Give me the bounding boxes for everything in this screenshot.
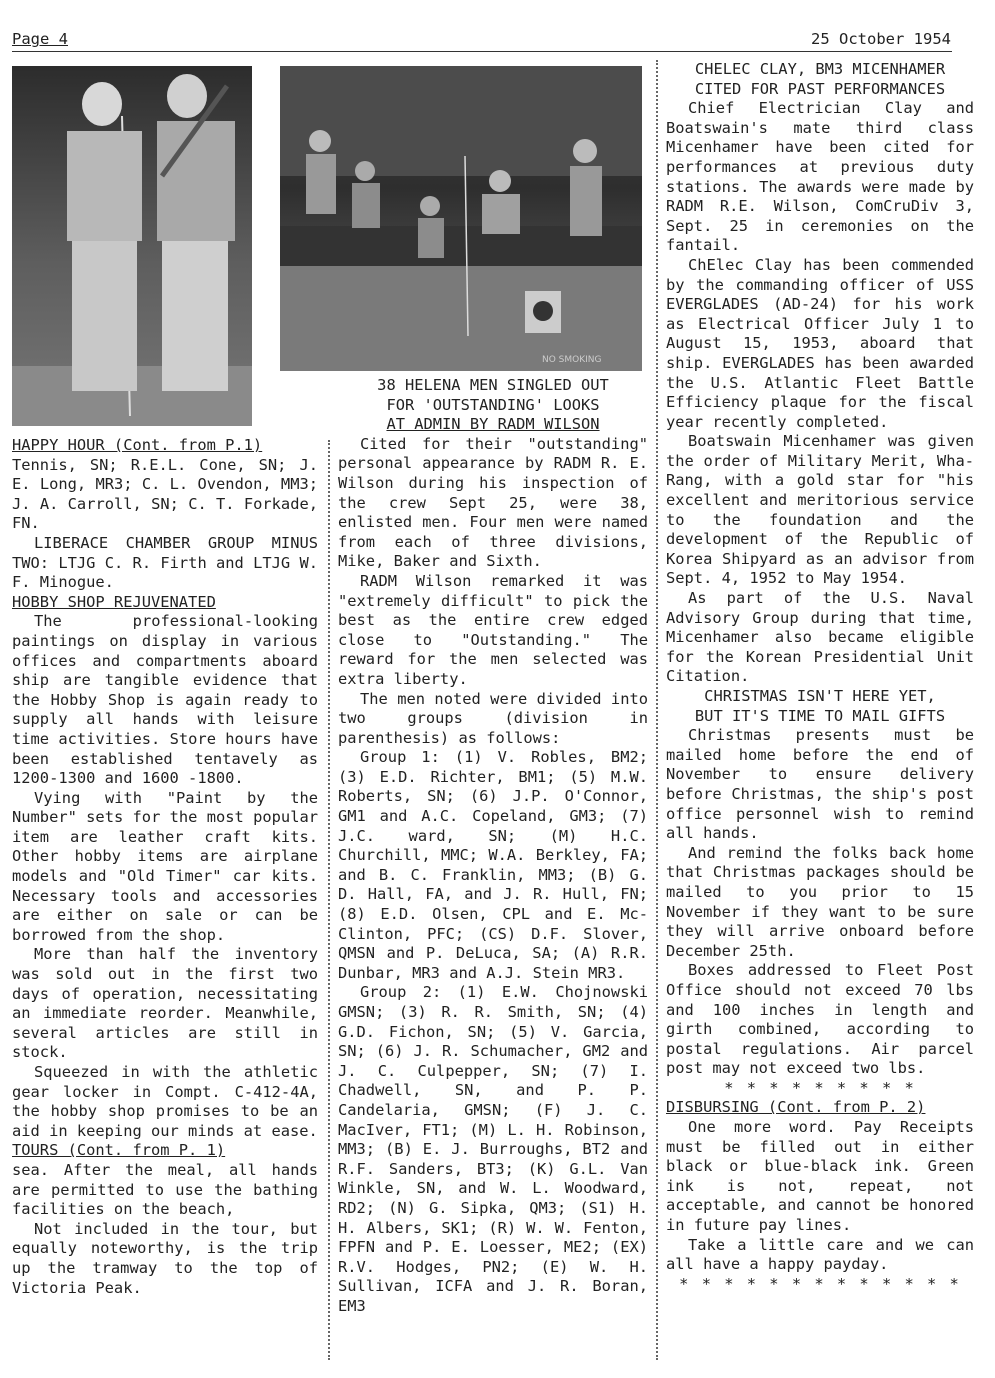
disbursing-headline: DISBURSING (Cont. from P. 2): [666, 1098, 926, 1117]
page-label: Page 4: [12, 30, 68, 48]
hobby-shop-headline: HOBBY SHOP REJUVENATED: [12, 592, 216, 611]
star-divider: * * * * * * * * *: [724, 1078, 916, 1097]
helena-paragraph: The men noted were divided into two groups (division in parenthesis) as follows:: [338, 689, 648, 747]
chelec-paragraph: Chief Electrician Clay and Boatswain's mate third class Micenhamer have been cited for performances at previous duty stations. The awards were made by RADM R.E. Wilson, ComCruDiv 3, Sept. 25 in ceremonies on the fantail.: [666, 99, 974, 255]
tours-paragraph: sea. After the meal, all hands are permitted to use the bathing facilities on the beach,: [12, 1160, 318, 1219]
hobby-shop-paragraph: More than half the inventory was sold out in the first two days of operation, necessitating an immediate reorder. Meanwhile, several articles are still in stock.: [12, 945, 318, 1062]
happy-hour-headline: HAPPY HOUR (Cont. from P.1): [12, 436, 263, 454]
chelec-headline-line1: CHELEC CLAY, BM3 MICENHAMER: [694, 60, 946, 78]
christmas-paragraph: And remind the folks back home that Christmas packages should be mailed to you prior to 15 November if they want to be sure they will arrive onboard before December 25th.: [666, 843, 974, 960]
column-divider-1: [328, 440, 330, 1360]
column-middle: [338, 376, 648, 1317]
helena-group1-list: Group 1: (1) V. Robles, BM2; (3) E.D. Richter, BM1; (5) M.W. Roberts, SN; (6) J.P. O'Connor, GM1 and A.C. Copeland, GM3; (7) J.C. ward, SN; (M) H.C. Churchill, MMC; W.A. Berkley, FA; and B. C. Franklin, MM3; (B) G. D. Hall, FA, and J. R. Hull, FN; (8) E.D. Olsen, CPL and E. Mc-Clinton, PFC; (CS) D.F. Slover, QMSN and P. DeLuca, SA; (A) R.R. Dunbar, MR3 and A.J. Stein MR3.: [338, 748, 648, 982]
hobby-shop-paragraph: The professional-looking paintings on display in various offices and compartments aboard ship are tangible evidence that the Hobby Shop is again ready to supply all hands with leisure time activities. Store hours have been established tentavely as 1200-1300 and 1600 -1800.: [12, 612, 318, 788]
photo-band-on-stage: [280, 66, 642, 371]
tours-paragraph: Not included in the tour, but equally noteworthy, is the trip up the tramway to the top of Victoria Peak.: [12, 1219, 318, 1297]
christmas-headline-line2: BUT IT'S TIME TO MAIL GIFTS: [694, 706, 946, 725]
christmas-paragraph: Boxes addressed to Fleet Post Office should not exceed 70 lbs and 100 inches in length and girth combined, according to postal regulations. Air parcel post may not exceed two lbs.: [666, 961, 974, 1078]
disbursing-paragraph: Take a little care and we can all have a happy payday.: [666, 1235, 974, 1274]
chelec-headline-line2: CITED FOR PAST PERFORMANCES: [694, 79, 946, 98]
chelec-paragraph: Boatswain Micenhamer was given the order of Military Merit, Wha-Rang, with a gold star for "his excellent and meritorious service to the foundation and the development of the Republic of Korea Shipyard as an advisor from Sept. 4, 1952 to May 1954.: [666, 432, 974, 588]
header-rule: [12, 51, 952, 52]
column-left: [12, 436, 318, 1298]
hobby-shop-paragraph: Squeezed in with the athletic gear locker in Compt. C-412-4A, the hobby shop promises to be an aid in keeping our minds at ease.: [12, 1063, 318, 1140]
tours-headline: TOURS (Cont. from P. 1): [12, 1141, 226, 1160]
disbursing-paragraph: One more word. Pay Receipts must be filled out in either black or blue-black ink. Green ink is not, repeat, not acceptable, and cannot be honored in future pay lines.: [666, 1118, 974, 1235]
hobby-shop-paragraph: Vying with "Paint by the Number" sets for the most popular item are leather craft kits. Other hobby items are airplane models and "Old Timer" car kits. Necessary tools and accessories are either on sale or can be borrowed from the shop.: [12, 788, 318, 944]
chelec-paragraph: ChElec Clay has been commended by the commanding officer of USS EVERGLADES (AD-24) for his work as Electrical Officer July 1 to August 15, 1953, aboard that ship. EVERGLADES has been awarded the U.S. Atlantic Fleet Battle Efficiency plaque for the fiscal year recently completed.: [666, 255, 974, 431]
liberace-caption: LIBERACE CHAMBER GROUP MINUS TWO: LTJG C. R. Firth and LTJG W. F. Minogue.: [12, 533, 318, 592]
helena-headline-line2: FOR 'OUTSTANDING' LOOKS: [386, 395, 600, 414]
christmas-paragraph: Christmas presents must be mailed home before the end of November to ensure delivery before Christmas, the ship's post office personnel wish to remind all hands.: [666, 726, 974, 843]
star-divider: * * * * * * * * * * * * *: [679, 1274, 961, 1293]
helena-group2-list: Group 2: (1) E.W. Chojnowski GMSN; (3) R. R. Smith, SN; (4) G.D. Fichon, SN; (5) V. Garcia, SN; (6) J. R. Schumacher, GM2 and J. C. Culpepper, SN; (7) I. Chadwell, SN, and P. P. Candelaria, GMSN; (F) J. C. MacIver, FT1; (M) L. H. Robinson, MM3; (B) E. J. Burroughs, BT2 and R.F. Sanders, BT3; (K) G.L. Van Winkle, SN, and W. L. Woodward, RD2; (N) G. Sipka, QM3; (S1) H. H. Albers, SK1; (R) W. W. Fenton, FPFN and P. E. Loesser, ME2; (EX) R.V. Hodges, PN2; (E) W. H. Sullivan, ICFA and J. R. Boran, EM3: [338, 983, 648, 1315]
chelec-paragraph: As part of the U.S. Naval Advisory Group during that time, Micenhamer also became eligible for the Korean Presidential Unit Citation.: [666, 589, 974, 686]
column-right: [666, 60, 974, 1294]
christmas-headline-line1: CHRISTMAS ISN'T HERE YET,: [704, 687, 936, 705]
photo-musicians-duo: [12, 66, 252, 426]
helena-paragraph: RADM Wilson remarked it was "extremely difficult" to pick the best as the entire crew edged close to "Outstanding." The reward for the men selected was extra liberty.: [338, 571, 648, 688]
helena-paragraph: Cited for their "outstanding" personal appearance by RADM R. E. Wilson during his inspection of the crew Sept 25, were 38, enlisted men. Four men were named from each of three divisions, Mike, Baker and Sixth.: [338, 434, 648, 571]
helena-headline-line1: 38 HELENA MEN SINGLED OUT: [377, 376, 609, 394]
column-divider-2: [656, 60, 658, 1360]
happy-hour-body: Tennis, SN; R.E.L. Cone, SN; J. E. Long, MR3; C. L. Ovendon, MM3; J. A. Carroll, SN; C. T. Forkade, FN.: [12, 455, 318, 533]
no-smoking-sign: NO SMOKING: [542, 355, 602, 365]
helena-headline-line3: AT ADMIN BY RADM WILSON: [386, 415, 600, 434]
issue-date: 25 October 1954: [811, 30, 951, 48]
